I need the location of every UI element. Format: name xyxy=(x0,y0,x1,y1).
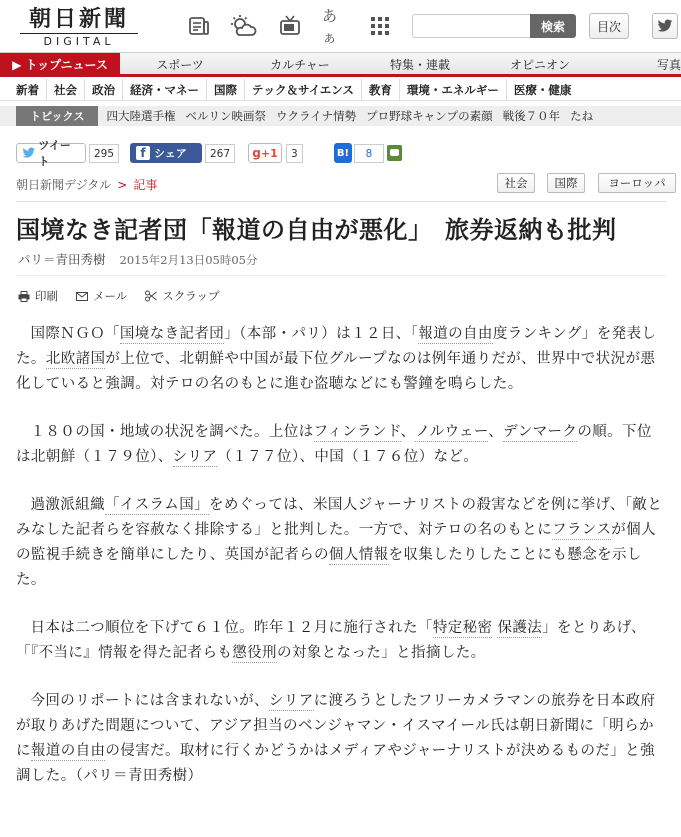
article-author: パリ＝青田秀樹 xyxy=(18,252,106,267)
text: 」（本部・パリ）は１２日、「 xyxy=(224,326,419,342)
article-title: 国境なき記者団「報道の自由が悪化」 旅券返納も批判 xyxy=(16,215,617,244)
text: の順。下位は北朝鮮（１７９位）、 xyxy=(16,424,652,465)
text: 、 xyxy=(400,424,416,440)
tweet-label: ツイート xyxy=(38,139,71,168)
text: 」をとりあげ、「『不当に』情報を得た記者らも xyxy=(16,620,646,661)
topics-label: トピックス xyxy=(16,106,98,126)
keyword-link[interactable]: シリア xyxy=(268,693,314,709)
divider xyxy=(16,201,666,202)
text: をめぐっては、米国人ジャーナリストの殺害などを例に挙げ、「敵とみなした記者らを容赦なく排除する」と批判した。一方で、対テロの名のもとに xyxy=(16,497,663,538)
tag-europe[interactable]: ヨーロッパ xyxy=(598,173,676,193)
twitter-icon[interactable] xyxy=(652,13,678,39)
keyword-link[interactable]: 特定秘密 xyxy=(432,620,493,636)
breadcrumb-root[interactable]: 朝日新聞デジタル xyxy=(16,178,112,192)
twitter-bird-icon xyxy=(22,147,35,159)
topic-link[interactable]: 四大陸選手権 xyxy=(106,109,176,123)
text: 国際ＮＧＯ「 xyxy=(30,326,120,342)
tv-icon[interactable] xyxy=(277,13,303,39)
logo-sub-text: DIGITAL xyxy=(20,33,138,48)
breadcrumb-current[interactable]: 記事 xyxy=(133,178,158,192)
nav-photo[interactable]: 写真 xyxy=(656,57,681,72)
text: に渡ろうとしたフリーカメラマンの旅券を日本政府が取りあげた問題について、アジア担当のベンジャマン・イスマイール氏は朝日新聞に「明らかに xyxy=(16,693,656,759)
nav-opinion[interactable]: オピニオン xyxy=(509,57,570,72)
tweet-button[interactable] xyxy=(16,139,86,168)
category-item[interactable]: 社会 xyxy=(47,79,85,101)
topics-bar xyxy=(0,106,681,126)
article-date: 2015年2月13日05時05分 xyxy=(119,253,258,267)
keyword-link[interactable]: フィンランド xyxy=(313,424,401,440)
mail-label: メール xyxy=(93,289,128,303)
tag-international[interactable]: 国際 xyxy=(547,173,585,193)
text: 度ランキング」を発表した。 xyxy=(16,326,657,367)
text: を収集したりしたことにも懸念を示した。 xyxy=(16,547,642,588)
text: の侵害だ。取材に行くかどうかはメディアやジャーナリストが決めるものだ」と強調した。（パリ＝青田秀樹） xyxy=(16,743,655,784)
facebook-icon: f xyxy=(136,146,150,160)
paragraph xyxy=(16,322,666,397)
nav-top-news[interactable]: ▶ トップニュース xyxy=(0,53,120,75)
print-label: 印刷 xyxy=(35,289,58,303)
category-item[interactable]: 国際 xyxy=(207,79,245,101)
gplus-icon: g xyxy=(252,146,261,160)
newspaper-icon[interactable] xyxy=(186,13,212,39)
category-item[interactable]: テック＆サイエンス xyxy=(245,79,362,101)
breadcrumb xyxy=(16,176,157,193)
text: 過激派組織 xyxy=(30,497,105,513)
hatena-count: 8 xyxy=(354,144,384,163)
category-item[interactable]: 経済・マネー xyxy=(123,79,207,101)
keyword-link[interactable]: 報道の自由 xyxy=(418,326,493,342)
keyword-link[interactable]: ノルウェー xyxy=(415,424,489,440)
divider xyxy=(16,275,666,276)
paragraph xyxy=(16,420,666,470)
share-bar xyxy=(16,139,676,168)
category-item[interactable]: 環境・エネルギー xyxy=(400,79,507,101)
article-tools xyxy=(18,288,238,304)
keyword-link[interactable]: シリア xyxy=(172,449,218,465)
keyword-link[interactable]: デンマーク xyxy=(503,424,578,440)
category-item[interactable]: 新着 xyxy=(0,79,47,101)
tag-society[interactable]: 社会 xyxy=(497,173,535,193)
logo-main-text: 朝日新聞 xyxy=(28,6,129,32)
text: が個人の監視手続きを簡単にしたり、英国が記者らの xyxy=(16,522,656,563)
keyword-link[interactable]: フランス xyxy=(552,522,612,538)
gplus-label: +1 xyxy=(260,146,278,160)
search-input[interactable] xyxy=(412,14,530,38)
gplus-count: 3 xyxy=(286,144,303,163)
nav-culture[interactable]: カルチャー xyxy=(270,57,330,72)
grid-menu-icon[interactable] xyxy=(367,13,393,39)
paragraph xyxy=(16,689,666,789)
paragraph xyxy=(16,493,666,593)
weather-icon[interactable] xyxy=(228,13,258,39)
keyword-link[interactable]: 「イスラム国」 xyxy=(105,497,210,513)
text: （１７７位）、中国（１７６位）など。 xyxy=(217,449,479,465)
keyword-link[interactable]: 保護法 xyxy=(497,620,543,636)
toc-button[interactable]: 目次 xyxy=(589,13,629,39)
site-logo[interactable] xyxy=(20,8,138,48)
keyword-link[interactable]: 個人情報 xyxy=(328,547,389,563)
mail-icon xyxy=(76,291,88,301)
keyword-link[interactable]: 報道の自由 xyxy=(30,743,106,759)
keyword-link[interactable]: 国境なき記者団 xyxy=(119,326,225,342)
gplus-button[interactable] xyxy=(248,143,282,163)
category-item[interactable]: 政治 xyxy=(85,79,123,101)
hatena-bookmark-button[interactable]: B! xyxy=(334,143,352,163)
article-body xyxy=(16,322,666,812)
text: 日本は二つ順位を下げて６１位。昨年１２月に施行された「 xyxy=(30,620,433,636)
category-item[interactable]: 医療・健康 xyxy=(513,83,572,97)
keyword-link[interactable]: 北欧諸国 xyxy=(45,351,106,367)
hatena-comment-icon[interactable] xyxy=(387,145,402,161)
search-button[interactable]: 検索 xyxy=(530,14,576,38)
breadcrumb-separator: > xyxy=(117,178,128,192)
nav-sports[interactable]: スポーツ xyxy=(156,57,204,72)
text: が上位で、北朝鮮や中国が最下位グループなのは例年通りだが、世界中で状況が悪化していると強調。対テロの名のもとに進む盗聴などにも警鐘を鳴らした。 xyxy=(16,351,656,392)
topic-link[interactable]: ベルリン映画祭 xyxy=(185,109,266,123)
paragraph xyxy=(16,616,666,666)
text: １８０の国・地域の状況を調べた。上位は xyxy=(30,424,314,440)
facebook-share-button[interactable] xyxy=(130,143,202,163)
topic-link[interactable]: 戦後７０年 xyxy=(502,109,561,123)
category-nav xyxy=(0,79,681,101)
facebook-label: シェア xyxy=(154,147,187,160)
mail-button[interactable] xyxy=(76,288,127,304)
facebook-count: 267 xyxy=(205,144,235,163)
scrap-label: スクラップ xyxy=(162,289,220,303)
text: 、 xyxy=(488,424,504,440)
site-header xyxy=(0,0,681,48)
main-nav xyxy=(0,52,681,77)
text: 今回のリポートには含まれないが、 xyxy=(30,693,269,709)
category-item[interactable]: 教育 xyxy=(362,79,400,101)
font-size-icon[interactable]: あぁ xyxy=(322,7,338,46)
topic-link[interactable]: ウクライナ情勢 xyxy=(275,109,357,123)
scrap-button[interactable] xyxy=(145,288,219,304)
byline xyxy=(18,250,258,268)
topic-link[interactable]: プロ野球キャンプの素顔 xyxy=(366,109,493,123)
tweet-count: 295 xyxy=(89,144,119,163)
topic-link[interactable]: たね xyxy=(570,109,594,123)
print-button[interactable] xyxy=(18,288,58,304)
nav-features[interactable]: 特集・連載 xyxy=(389,57,450,72)
text: の対象となった」と指摘した。 xyxy=(276,645,486,661)
printer-icon xyxy=(18,291,30,302)
scissors-icon xyxy=(145,290,157,302)
keyword-link[interactable]: 懲役刑 xyxy=(232,645,277,661)
